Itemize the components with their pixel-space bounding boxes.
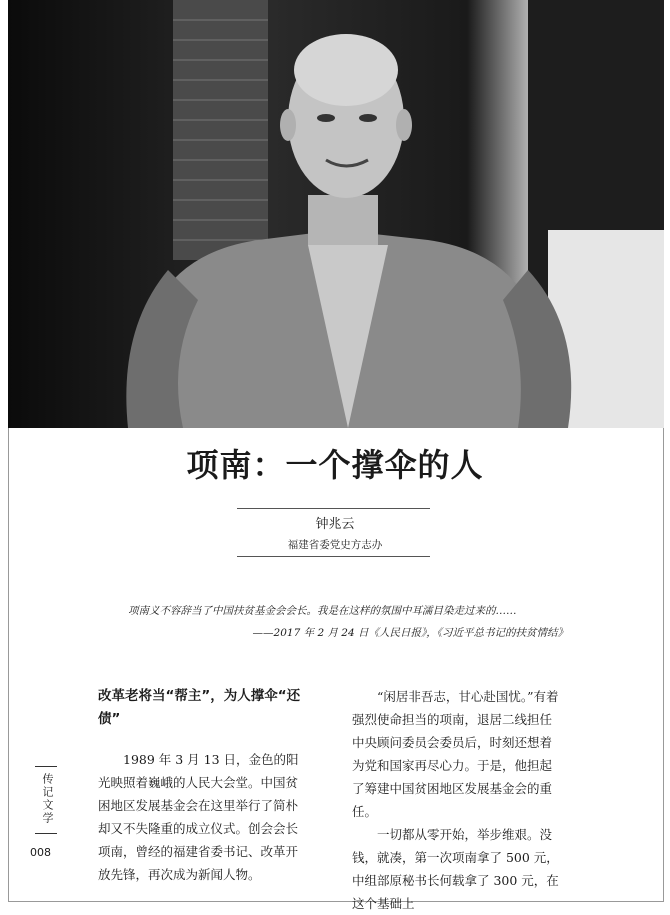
paragraph: 一切都从零开始，举步维艰。没钱，就凑，第一次项南拿了 500 元，中组部原秘书长何载拿了 300 元，在这个基础上: [352, 827, 559, 911]
page-frame-left: [8, 428, 9, 902]
body-column-left: [98, 685, 306, 886]
page-frame-right: [663, 428, 664, 902]
author-affiliation: 福建省委党史方志办: [287, 539, 383, 551]
paragraph: 1989 年 3 月 13 日，金色的阳光映照着巍峨的人民大会堂。中国贫困地区发展基金会在这里举行了简朴却又不失隆重的成立仪式。创会会长项南，曾经的福建省委书记、改革开放先锋，再次成为新闻人物。: [98, 752, 299, 882]
article-title: 项南：一个撑伞的人: [186, 446, 484, 484]
epigraph-quote: 项南义不容辞当了中国扶贫基金会会长。我是在这样的氛围中耳濡目染走过来的……: [128, 605, 517, 617]
epigraph-source: ——2017 年 2 月 24 日《人民日报》，《习近平总书记的扶贫情结》: [252, 627, 568, 639]
epigraph: [128, 600, 568, 644]
section-heading: 改革老将当“帮主”，为人撑伞“还债”: [98, 688, 301, 727]
title-rule-bottom: [237, 556, 430, 557]
body-column-right: [352, 685, 560, 915]
portrait-photo: [8, 0, 664, 428]
title-rule-top: [237, 508, 430, 509]
magazine-name: 传记文学: [41, 773, 54, 825]
page-number: 008: [30, 846, 51, 859]
paragraph: “闲居非吾志，甘心赴国忧。”有着强烈使命担当的项南，退居二线担任中央顾问委员会委员后，时刻还想着为党和国家再尽心力。于是，他担起了筹建中国贫困地区发展基金会的重任。: [352, 689, 559, 819]
page-frame-bottom: [8, 901, 664, 902]
author-name: 钟兆云: [315, 517, 355, 532]
